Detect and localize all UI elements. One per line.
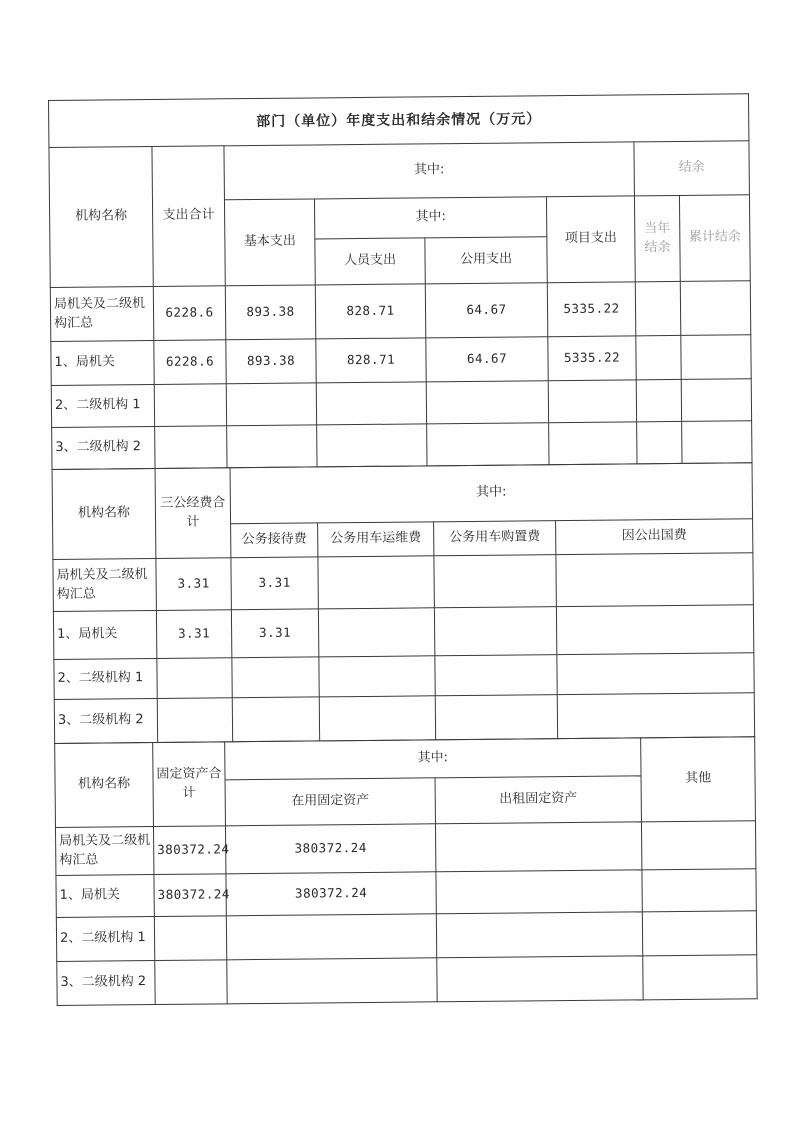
fixed-assets-table (54, 736, 758, 1006)
org-name-cell: 2、二级机构 1 (54, 658, 157, 699)
org-name-cell: 1、局机关 (53, 610, 156, 659)
total-cell (157, 658, 232, 699)
table-row (56, 869, 756, 918)
org-name-cell: 2、二级机构 1 (51, 384, 154, 427)
vehicle-operation-cell (319, 656, 435, 697)
other-cell (641, 821, 755, 870)
current-balance-cell (637, 421, 682, 463)
cumulative-balance-cell (681, 379, 751, 422)
vehicle-operation-cell (319, 696, 435, 741)
table-row (54, 653, 754, 700)
col-header-org-name: 机构名称 (52, 468, 156, 559)
basic-cell: 893.38 (225, 285, 316, 340)
total-cell: 3.31 (156, 558, 231, 611)
vehicle-purchase-cell (435, 695, 557, 740)
total-cell (154, 384, 226, 427)
vehicle-purchase-cell (434, 555, 556, 608)
in-use-assets-cell (226, 914, 436, 960)
col-header-three-public-total: 三公经费合计 (155, 468, 231, 559)
current-balance-cell (635, 281, 681, 335)
expenditure-table (48, 93, 753, 470)
overseas-travel-cell (557, 653, 754, 695)
table-row (50, 281, 750, 342)
org-name-cell: 局机关及二级机构汇总 (55, 827, 153, 876)
in-use-assets-cell: 380372.24 (226, 872, 436, 916)
col-header-of-which-2: 其中: (314, 197, 546, 239)
public-cell (426, 381, 548, 424)
col-header-of-which: 其中: (224, 142, 634, 200)
col-header-org-name: 机构名称 (55, 743, 154, 828)
basic-cell (226, 383, 316, 426)
total-cell (157, 698, 232, 743)
col-header-cumulative-balance: 累计结余 (679, 195, 750, 282)
org-name-cell: 1、局机关 (51, 340, 154, 385)
col-header-org-name: 机构名称 (49, 147, 153, 288)
in-use-assets-cell: 380372.24 (225, 824, 435, 874)
current-balance-cell (636, 335, 681, 379)
total-cell: 6228.6 (153, 286, 226, 341)
col-header-reception: 公务接待费 (231, 523, 318, 558)
vehicle-purchase-cell (435, 655, 557, 696)
org-name-cell: 局机关及二级机构汇总 (50, 286, 154, 341)
col-header-leased-assets: 出租固定资产 (435, 776, 641, 824)
org-name-cell: 2、二级机构 1 (56, 917, 154, 962)
other-cell (643, 955, 757, 1000)
project-cell: 5335.22 (548, 336, 636, 381)
table-row (51, 379, 751, 428)
total-cell (155, 960, 227, 1005)
reception-cell (232, 697, 319, 742)
total-cell: 380372.24 (153, 826, 225, 875)
col-header-overseas-travel: 因公出国费 (556, 519, 753, 555)
vehicle-purchase-cell (434, 607, 556, 656)
reception-cell: 3.31 (231, 609, 318, 658)
reception-cell (232, 657, 319, 698)
leased-assets-cell (436, 870, 642, 914)
cumulative-balance-cell (682, 421, 752, 464)
org-name-cell: 3、二级机构 2 (54, 698, 157, 743)
col-header-current-year-balance: 当年结余 (634, 195, 680, 281)
cumulative-balance-cell (680, 281, 751, 336)
other-cell (642, 911, 756, 956)
leased-assets-cell (436, 912, 642, 958)
public-cell (427, 423, 549, 466)
vehicle-operation-cell (318, 608, 434, 657)
org-name-cell: 局机关及二级机构汇总 (53, 558, 156, 611)
overseas-travel-cell (557, 693, 754, 739)
col-header-project-expenditure: 项目支出 (546, 196, 635, 283)
basic-cell (227, 425, 317, 468)
leased-assets-cell (437, 956, 643, 1002)
public-cell: 64.67 (425, 283, 548, 338)
project-cell (549, 422, 637, 465)
total-cell (154, 916, 226, 961)
org-name-cell: 1、局机关 (56, 875, 154, 918)
col-header-fixed-assets-total: 固定资产合计 (153, 742, 226, 827)
table-row (57, 955, 757, 1006)
total-cell: 6228.6 (154, 340, 226, 385)
report-sheet (48, 93, 757, 1006)
personnel-cell (317, 424, 427, 467)
overseas-travel-cell (556, 553, 754, 607)
total-cell: 3.31 (156, 610, 231, 659)
other-cell (642, 869, 756, 912)
col-header-vehicle-operation: 公务用车运维费 (318, 522, 434, 557)
col-header-other: 其他 (641, 737, 756, 822)
total-cell (155, 426, 227, 469)
table-row (53, 553, 753, 612)
org-name-cell: 3、二级机构 2 (57, 961, 155, 1006)
expenditure-table-title: 部门（单位）年度支出和结余情况（万元） (49, 94, 749, 148)
table-row (53, 605, 753, 660)
personnel-cell (316, 382, 426, 425)
col-header-personnel-expenditure: 人员支出 (315, 238, 425, 285)
table-row (56, 911, 756, 962)
vehicle-operation-cell (318, 556, 434, 609)
col-header-of-which: 其中: (230, 463, 753, 524)
col-header-vehicle-purchase: 公务用车购置费 (434, 521, 556, 556)
table-row (54, 693, 754, 744)
personnel-cell: 828.71 (315, 284, 426, 339)
project-cell: 5335.22 (547, 282, 636, 337)
col-header-of-which: 其中: (225, 738, 641, 780)
reception-cell: 3.31 (231, 557, 318, 610)
public-cell: 64.67 (426, 337, 548, 382)
current-balance-cell (636, 379, 681, 421)
cumulative-balance-cell (681, 335, 751, 380)
table-row (55, 821, 755, 876)
org-name-cell: 3、二级机构 2 (52, 426, 155, 469)
leased-assets-cell (435, 822, 641, 872)
col-header-public-expenditure: 公用支出 (425, 237, 547, 284)
col-header-basic-expenditure: 基本支出 (224, 199, 315, 286)
three-public-expenses-table (52, 462, 756, 744)
basic-cell: 893.38 (226, 339, 316, 384)
total-cell: 380372.24 (154, 874, 226, 917)
col-header-total-expenditure: 支出合计 (152, 146, 225, 287)
table-row (52, 421, 752, 470)
col-header-balance: 结余 (634, 141, 750, 196)
in-use-assets-cell (227, 958, 437, 1004)
overseas-travel-cell (556, 605, 753, 655)
table-row (51, 335, 751, 386)
project-cell (548, 380, 636, 423)
personnel-cell: 828.71 (316, 338, 426, 383)
col-header-in-use-assets: 在用固定资产 (225, 778, 435, 826)
